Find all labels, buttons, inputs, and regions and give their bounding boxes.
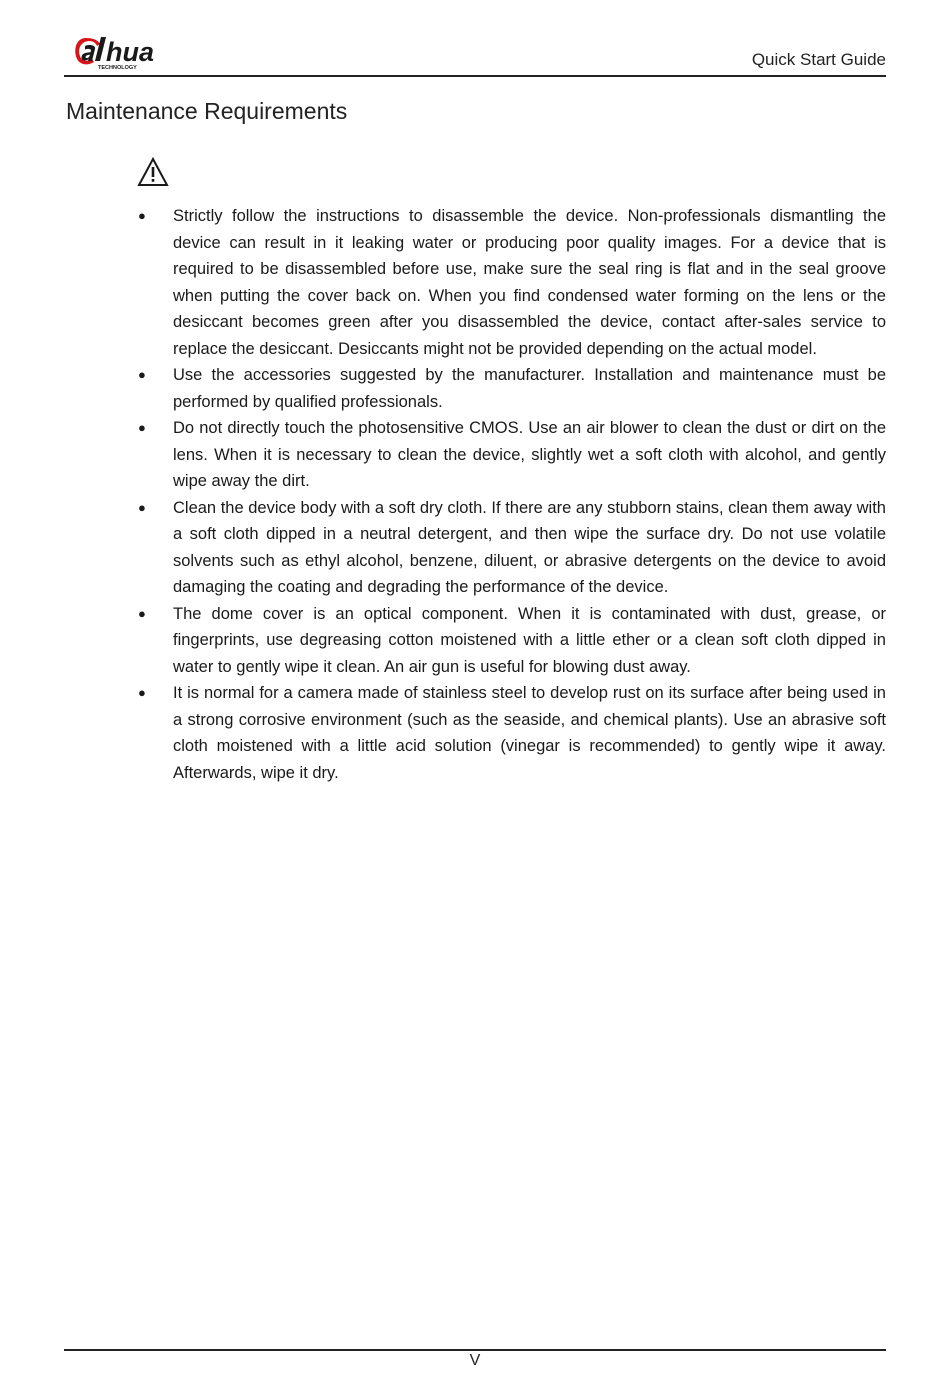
page-header: [64, 28, 886, 77]
list-item: [135, 362, 886, 415]
list-item-text: Do not directly touch the photosensitive CMOS. Use an air blower to clean the dust or dirt on the lens. When it is necessary to clean the device, slightly wet a soft cloth with alcohol, and gently wipe away the dirt.: [173, 419, 886, 490]
list-item-text: Use the accessories suggested by the manufacturer. Installation and maintenance must be performed by qualified professionals.: [173, 366, 886, 411]
list-item-text: The dome cover is an optical component. When it is contaminated with dust, grease, or fingerprints, use degreasing cotton moistened with a little ether or a clean soft cloth dipped in water to gently wipe it clean. An air gun is useful for blowing dust away.: [173, 604, 886, 676]
dahua-logo: [72, 32, 184, 72]
footer-divider: [64, 1349, 886, 1351]
list-item: [135, 495, 886, 601]
list-item-text: Strictly follow the instructions to disassemble the device. Non-professionals dismantling the device can result in it leaking water or producing poor quality images. For a device that is required to be disassembled before use, make sure the seal ring is flat and in the seal groove when putting the cover back on. When you find condensed water forming on the lens or the desiccant becomes green after you disassembled the device, contact after-sales service to replace the desiccant. Desiccants might not be provided depending on the actual model.: [173, 207, 886, 358]
list-item-text: It is normal for a camera made of stainless steel to develop rust on its surface after being used in a strong corrosive environment (such as the seaside, and chemical plants). Use an abrasive soft cloth moistened with a little acid solution (vinegar is recommended) to gently wipe it away. Afterwards, wipe it dry.: [173, 684, 886, 782]
bullet-icon: ●: [138, 367, 146, 382]
list-item: [135, 680, 886, 786]
list-item-text: Clean the device body with a soft dry cloth. If there are any stubborn stains, clean them away with a soft cloth dipped in a neutral detergent, and then wipe the surface dry. Do not use volatile solvents such as ethyl alcohol, benzene, diluent, or abrasive detergents on the device to avoid damaging the coating and degrading the performance of the device.: [173, 498, 886, 596]
list-item: [135, 203, 886, 362]
svg-text:hua: hua: [106, 37, 155, 67]
page-number: V: [469, 1352, 481, 1369]
dahua-logo-graphic: [72, 32, 184, 72]
bullet-icon: ●: [138, 605, 146, 621]
bullet-icon: ●: [138, 208, 146, 223]
document-title: Quick Start Guide: [751, 50, 886, 69]
bullet-icon: ●: [138, 420, 146, 435]
warning-triangle-icon: [137, 156, 169, 188]
list-item: [135, 415, 886, 495]
bullet-icon: ●: [138, 685, 146, 700]
logo-subtext: TECHNOLOGY: [98, 65, 137, 71]
page-heading: Maintenance Requirements: [66, 98, 348, 124]
list-item: [135, 601, 886, 681]
bullet-icon: ●: [138, 499, 146, 515]
maintenance-list: [135, 203, 886, 786]
